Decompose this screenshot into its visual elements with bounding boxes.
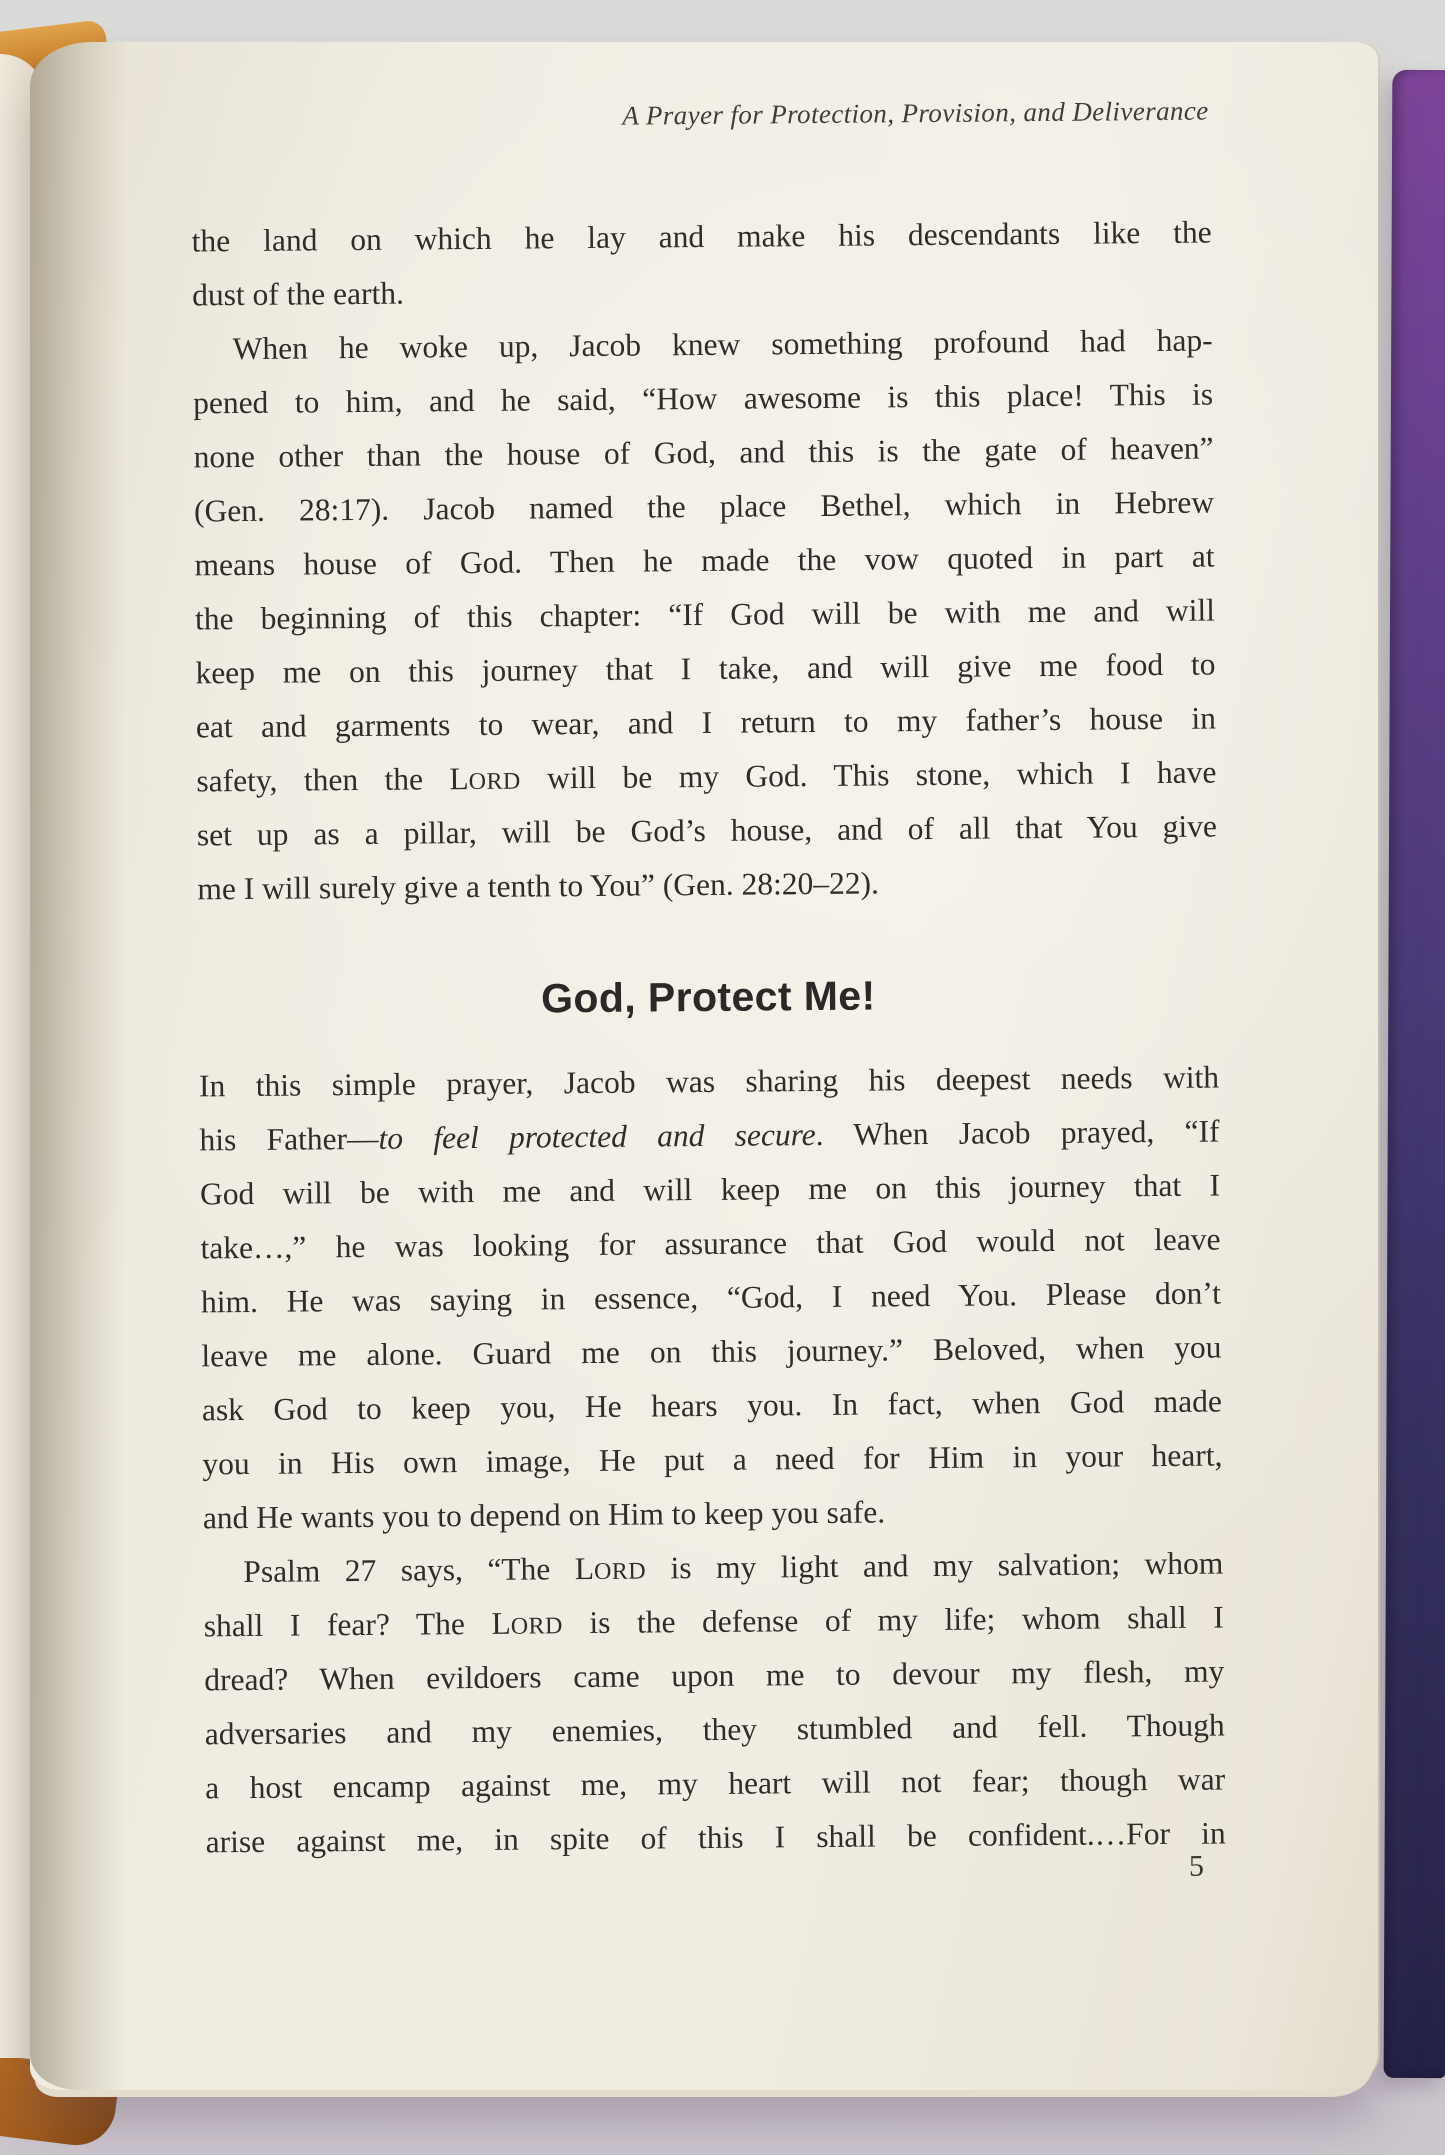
text-line: (Gen. 28:17). Jacob named the place Bethel, which in Hebrew [193,484,1215,529]
text-line: arise against me, in spite of this I shall be confident.…For in [205,1815,1226,1860]
body-text [190,38,1226,1870]
text-line: me I will surely give a tenth to You” (Gen. 28:20–22). [197,865,880,907]
text-line: him. He was saying in essence, “God, I need You. Please don’t [200,1275,1222,1320]
page-text [190,38,1228,2095]
body-paragraph [203,1536,1226,1869]
text-line: you in His own image, He put a need for Him in your heart, [202,1437,1223,1482]
text-line: safety, then the LORD will be my God. This stone, which I have [196,754,1217,799]
running-header: A Prayer for Protection, Provision, and Deliverance [622,95,1209,131]
page-number: 5 [1188,1849,1205,1883]
text-line: adversaries and my enemies, they stumbled and fell. Though [204,1707,1225,1752]
text-line: take…,” he was looking for assurance that God would not leave [200,1221,1221,1266]
text-line: set up as a pillar, will be God’s house, and of all that You give [196,808,1218,853]
text-line: ask God to keep you, He hears you. In fact, when God made [201,1383,1223,1428]
section-heading: God, Protect Me! [540,972,876,1022]
text-line: eat and garments to wear, and I return to my father’s house in [195,700,1217,745]
body-paragraph [199,1051,1223,1546]
text-line: the land on which he lay and make his descendants like the [191,214,1212,259]
book-cover-edge [1384,70,1445,2078]
text-line: keep me on this journey that I take, and will give me food to [195,646,1216,691]
text-line: Psalm 27 says, “The LORD is my light and my salvation; whom [243,1545,1224,1590]
text-line: pened to him, and he said, “How awesome is this place! This is [192,376,1214,421]
book-page [30,42,1378,2090]
gutter-shadow [30,42,126,2090]
body-paragraph [192,314,1217,917]
text-line: God will be with me and will keep me on this journey that I [199,1167,1221,1212]
text-line: shall I fear? The LORD is the defense of my life; whom shall I [203,1599,1224,1644]
text-line: and He wants you to depend on Him to keep you safe. [202,1494,886,1536]
text-line: the beginning of this chapter: “If God will be with me and will [194,592,1216,637]
text-line: dread? When evildoers came upon me to devour my flesh, my [204,1653,1225,1698]
body-paragraph [191,206,1212,323]
text-line: his Father—to feel protected and secure. When Jacob prayed, “If [199,1113,1220,1158]
text-line: a host encamp against me, my heart will not fear; though war [205,1761,1226,1806]
text-line: means house of God. Then he made the vow quoted in part at [194,538,1215,583]
text-line: none other than the house of God, and this is the gate of heaven” [193,430,1214,475]
text-line: When he woke up, Jacob knew something profound had hap- [232,322,1213,367]
text-line: dust of the earth. [192,275,405,313]
text-line: In this simple prayer, Jacob was sharing his deepest needs with [198,1059,1220,1104]
text-line: leave me alone. Guard me on this journey.” Beloved, when you [201,1329,1222,1374]
